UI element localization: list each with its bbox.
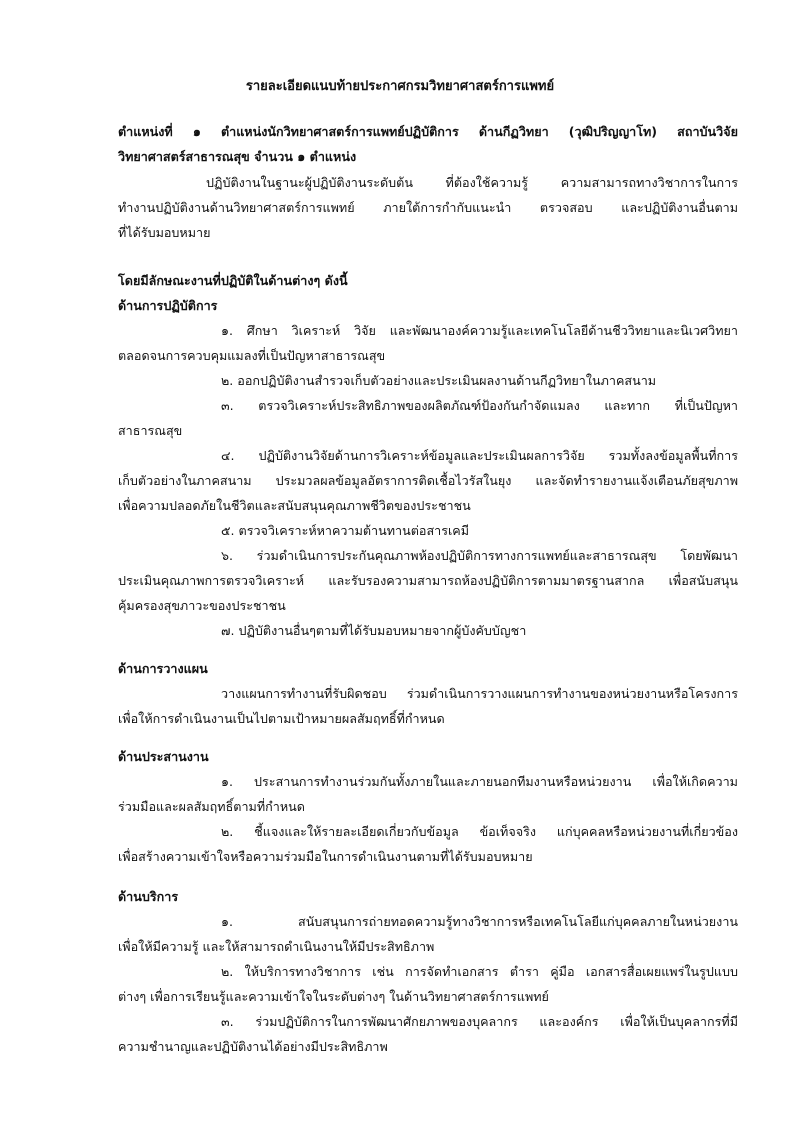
operations-heading: ด้านการปฏิบัติการ xyxy=(118,298,218,313)
coordination-line: ๒. ชี้แจงและให้รายละเอียดเกี่ยวกับข้อมูล ข้อเท็จจริง แก่บุคคลหรือหน่วยงานที่เกี่ยวข้อง xyxy=(221,824,738,839)
coordination-line: ร่วมมือและผลสัมฤทธิ์ตามที่กำหนด xyxy=(118,799,305,814)
coordination-line: ๑. ประสานการทำงานร่วมกันทั้งภายในและภายนอกทีมงานหรือหน่วยงาน เพื่อให้เกิดความ xyxy=(221,774,738,789)
planning-line: เพื่อให้การดำเนินงานเป็นไปตามเป้าหมายผลสัมฤทธิ์ที่กำหนด xyxy=(118,711,445,726)
position-line-1: ตำแหน่งที่ ๑ ตำแหน่งนักวิทยาศาสตร์การแพทย์ปฏิบัติการ ด้านกีฏวิทยา (วุฒิปริญญาโท) สถาบันวิจัย xyxy=(118,124,738,139)
service-line: ความชำนาญและปฏิบัติงานได้อย่างมีประสิทธิภาพ xyxy=(118,1039,388,1054)
operations-line: เพื่อความปลอดภัยในชีวิตและสนับสนุนคุณภาพชีวิตของประชาชน xyxy=(118,498,471,513)
operations-line: เก็บตัวอย่างในภาคสนาม ประมวลผลข้อมูลอัตราการติดเชื้อไวรัสในยุง และจัดทำรายงานแจ้งเตือนภัยสุขภาพ xyxy=(118,473,738,488)
operations-line: ๓. ตรวจวิเคราะห์ประสิทธิภาพของผลิตภัณฑ์ป้องกันกำจัดแมลง และทาก ที่เป็นปัญหา xyxy=(221,398,738,413)
service-line: ๑. สนับสนุนการถ่ายทอดความรู้ทางวิชาการหรือเทคโนโลยีแก่บุคคลภายในหน่วยงาน xyxy=(221,914,738,929)
planning-line: วางแผนการทำงานที่รับผิดชอบ ร่วมดำเนินการวางแผนการทำงานของหน่วยงานหรือโครงการ xyxy=(221,686,738,701)
operations-line: ๕. ตรวจวิเคราะห์หาความต้านทานต่อสารเคมี xyxy=(221,523,470,538)
coordination-heading: ด้านประสานงาน xyxy=(118,749,209,764)
service-line: ต่างๆ เพื่อการเรียนรู้และความเข้าใจในระดับต่างๆ ในด้านวิทยาศาสตร์การแพทย์ xyxy=(118,989,549,1004)
operations-line: ๗. ปฏิบัติงานอื่นๆตามที่ได้รับมอบหมายจากผู้บังคับบัญชา xyxy=(221,623,527,638)
position-desc-1: ปฏิบัติงานในฐานะผู้ปฏิบัติงานระดับต้น ที่ต้องใช้ความรู้ ความสามารถทางวิชาการในการ xyxy=(206,175,738,190)
intro-heading: โดยมีลักษณะงานที่ปฏิบัติในด้านต่างๆ ดังนี้ xyxy=(118,273,348,288)
position-desc-3: ที่ได้รับมอบหมาย xyxy=(118,225,211,240)
service-heading: ด้านบริการ xyxy=(118,889,179,904)
operations-line: สาธารณสุข xyxy=(118,423,183,438)
document-title: รายละเอียดแนบท้ายประกาศกรมวิทยาศาสตร์การแพทย์ xyxy=(245,79,555,94)
operations-line: ๔. ปฏิบัติงานวิจัยด้านการวิเคราะห์ข้อมูลและประเมินผลการวิจัย รวมทั้งลงข้อมูลพื้นที่การ xyxy=(221,448,738,463)
coordination-line: เพื่อสร้างความเข้าใจหรือความร่วมมือในการดำเนินงานตามที่ได้รับมอบหมาย xyxy=(118,849,533,864)
service-line: เพื่อให้มีความรู้ และให้สามารถดำเนินงานให้มีประสิทธิภาพ xyxy=(118,939,435,954)
operations-line: ๒. ออกปฏิบัติงานสำรวจเก็บตัวอย่างและประเมินผลงานด้านกีฏวิทยาในภาคสนาม xyxy=(221,373,657,388)
position-line-2: วิทยาศาสตร์สาธารณสุข จำนวน ๑ ตำแหน่ง xyxy=(118,149,357,164)
operations-line: ๖. ร่วมดำเนินการประกันคุณภาพห้องปฏิบัติการทางการแพทย์และสาธารณสุข โดยพัฒนา xyxy=(221,548,738,563)
operations-line: ประเมินคุณภาพการตรวจวิเคราะห์ และรับรองความสามารถห้องปฏิบัติการตามมาตรฐานสากล เพื่อสนับสนุน xyxy=(118,573,738,588)
service-line: ๒. ให้บริการทางวิชาการ เช่น การจัดทำเอกสาร ตำรา คู่มือ เอกสารสื่อเผยแพร่ในรูปแบบ xyxy=(221,964,738,979)
service-line: ๓. ร่วมปฏิบัติการในการพัฒนาศักยภาพของบุคลากร และองค์กร เพื่อให้เป็นบุคลากรที่มี xyxy=(221,1014,738,1029)
position-desc-2: ทำงานปฏิบัติงานด้านวิทยาศาสตร์การแพทย์ ภายใต้การกำกับแนะนำ ตรวจสอบ และปฏิบัติงานอื่นตาม xyxy=(118,200,738,215)
operations-line: คุ้มครองสุขภาวะของประชาชน xyxy=(118,598,286,613)
operations-line: ตลอดจนการควบคุมแมลงที่เป็นปัญหาสาธารณสุข xyxy=(118,348,386,363)
operations-line: ๑. ศึกษา วิเคราะห์ วิจัย และพัฒนาองค์ความรู้และเทคโนโลยีด้านชีววิทยาและนิเวศวิทยา xyxy=(221,323,738,338)
planning-heading: ด้านการวางแผน xyxy=(118,661,208,676)
